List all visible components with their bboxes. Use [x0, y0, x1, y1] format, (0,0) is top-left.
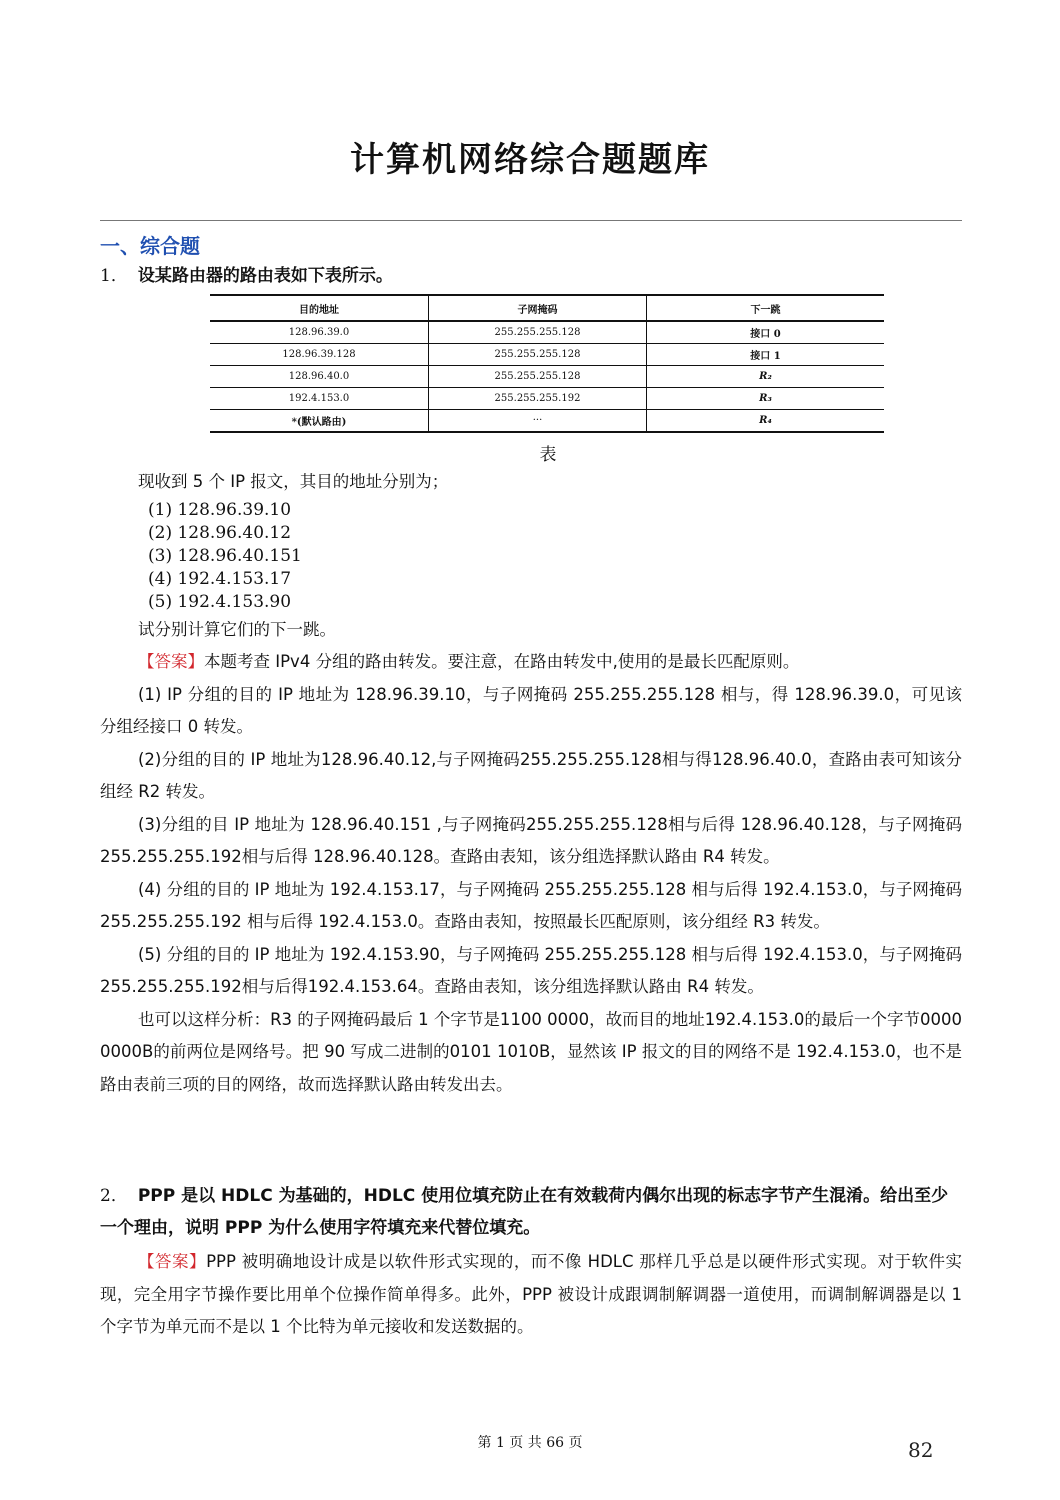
answer-paragraph: (4) 分组的目的 IP 地址为 192.4.153.17，与子网掩码 255.255.255.128 相与后得 192.4.153.0，与子网掩码 255.255.255.192 相与后得 192.4.153.0。查路由表知，按照最长匹配原则，该分组经 R3 转发。	[100, 879, 962, 931]
list-item: (1) 128.96.39.10	[148, 499, 292, 520]
answer-first	[100, 646, 962, 679]
question-2	[100, 1180, 962, 1244]
table-row	[210, 388, 884, 410]
question-number: 2．	[100, 1186, 128, 1206]
answer-label: 【答案】	[138, 652, 204, 671]
answer-paragraph: 也可以这样分析：R3 的子网掩码最后 1 个字节是1100 0000，故而目的地址192.4.153.0的最后一个字节0000 0000B的前两位是网络号。把 90 写成二进制的0101 1010B，显然该 IP 报文的目的网络不是 192.4.153.0，也不是路由表前三项的目的网络，故而选择默认路由转发出去。	[100, 1009, 962, 1094]
table-header: 目的地址	[210, 295, 429, 321]
table-cell: 255.255.255.192	[429, 388, 647, 410]
question-text: 设某路由器的路由表如下表所示。	[137, 266, 393, 286]
table-cell: 接口 1	[647, 344, 885, 366]
table-header: 下一跳	[647, 295, 885, 321]
table-header-row	[210, 295, 884, 321]
question-text: PPP 是以 HDLC 为基础的，HDLC 使用位填充防止在有效载荷内偶尔出现的标志字节产生混淆。给出至少一个理由，说明 PPP 为什么使用字符填充来代替位填充。	[100, 1186, 949, 1238]
page-footer: 第 1 页 共 66 页	[477, 1435, 583, 1451]
answer-paragraph: (3)分组的目 IP 地址为 128.96.40.151 ,与子网掩码255.255.255.128相与后得 128.96.40.128，与子网掩码255.255.255.192相与后得 128.96.40.128。查路由表知，该分组选择默认路由 R4 转发。	[100, 814, 962, 866]
table-cell: 192.4.153.0	[210, 388, 429, 410]
table-cell: 128.96.39.128	[210, 344, 429, 366]
answer-paragraph: (1) IP 分组的目的 IP 地址为 128.96.39.10，与子网掩码 255.255.255.128 相与，得 128.96.39.0，可见该分组经接口 0 转发。	[100, 684, 962, 736]
table-cell: R₄	[647, 410, 885, 433]
table-cell: 128.96.39.0	[210, 321, 429, 344]
list-item: (3) 128.96.40.151	[148, 545, 302, 566]
answer-label: 【答案】	[138, 1252, 207, 1271]
table-cell: *(默认路由)	[210, 410, 429, 433]
table-cell: 255.255.255.128	[429, 344, 647, 366]
routing-table	[210, 294, 884, 433]
table-cell: 接口 0	[647, 321, 885, 344]
answer-text: PPP 被明确地设计成是以软件形式实现的，而不像 HDLC 那样几乎总是以硬件形式实现。对于软件实现，完全用字节操作要比用单个位操作简单得多。此外，PPP 被设计成跟调制解调器一道使用，而调制解调器是以 1 个字节为单元而不是以 1 个比特为单元接收和发送数据的。	[100, 1252, 962, 1336]
title-divider	[100, 220, 962, 221]
intro-text: 现收到 5 个 IP 报文，其目的地址分别为；	[138, 472, 449, 491]
ask-text: 试分别计算它们的下一跳。	[138, 619, 336, 639]
table-row	[210, 410, 884, 433]
table-cell: 128.96.40.0	[210, 366, 429, 388]
question-number: 1．	[100, 266, 128, 286]
list-item: (2) 128.96.40.12	[148, 522, 292, 543]
doc-title: 计算机网络综合题题库	[350, 140, 710, 180]
table-cell: R₃	[647, 388, 885, 410]
answer-text: 本题考查 IPv4 分组的路由转发。要注意，在路由转发中,使用的是最长匹配原则。	[204, 652, 800, 671]
table-cell: ···	[429, 410, 647, 433]
question-2-body	[100, 1246, 962, 1344]
table-cell: 255.255.255.128	[429, 366, 647, 388]
page-number: 82	[908, 1438, 934, 1462]
list-item: (4) 192.4.153.17	[148, 568, 292, 589]
table-row	[210, 344, 884, 366]
table-row	[210, 366, 884, 388]
answer-paragraph: (2)分组的目的 IP 地址为128.96.40.12,与子网掩码255.255.255.128相与得128.96.40.0，查路由表可知该分组经 R2 转发。	[100, 749, 962, 801]
table-cell: 255.255.255.128	[429, 321, 647, 344]
address-list	[100, 499, 962, 614]
table-header: 子网掩码	[429, 295, 647, 321]
table-row	[210, 321, 884, 344]
question-1-body	[100, 466, 962, 1101]
list-item: (5) 192.4.153.90	[148, 591, 292, 612]
answer-paragraph	[100, 1246, 962, 1344]
answer-paragraph: (5) 分组的目的 IP 地址为 192.4.153.90，与子网掩码 255.255.255.128 相与后得 192.4.153.0，与子网掩码 255.255.255.192相与后得192.4.153.64。查路由表知，该分组选择默认路由 R4 转发。	[100, 944, 962, 996]
table-cell: R₂	[647, 366, 885, 388]
table-caption: 表	[539, 445, 557, 465]
section-title: 一、综合题	[100, 234, 200, 258]
question-1	[100, 260, 962, 292]
